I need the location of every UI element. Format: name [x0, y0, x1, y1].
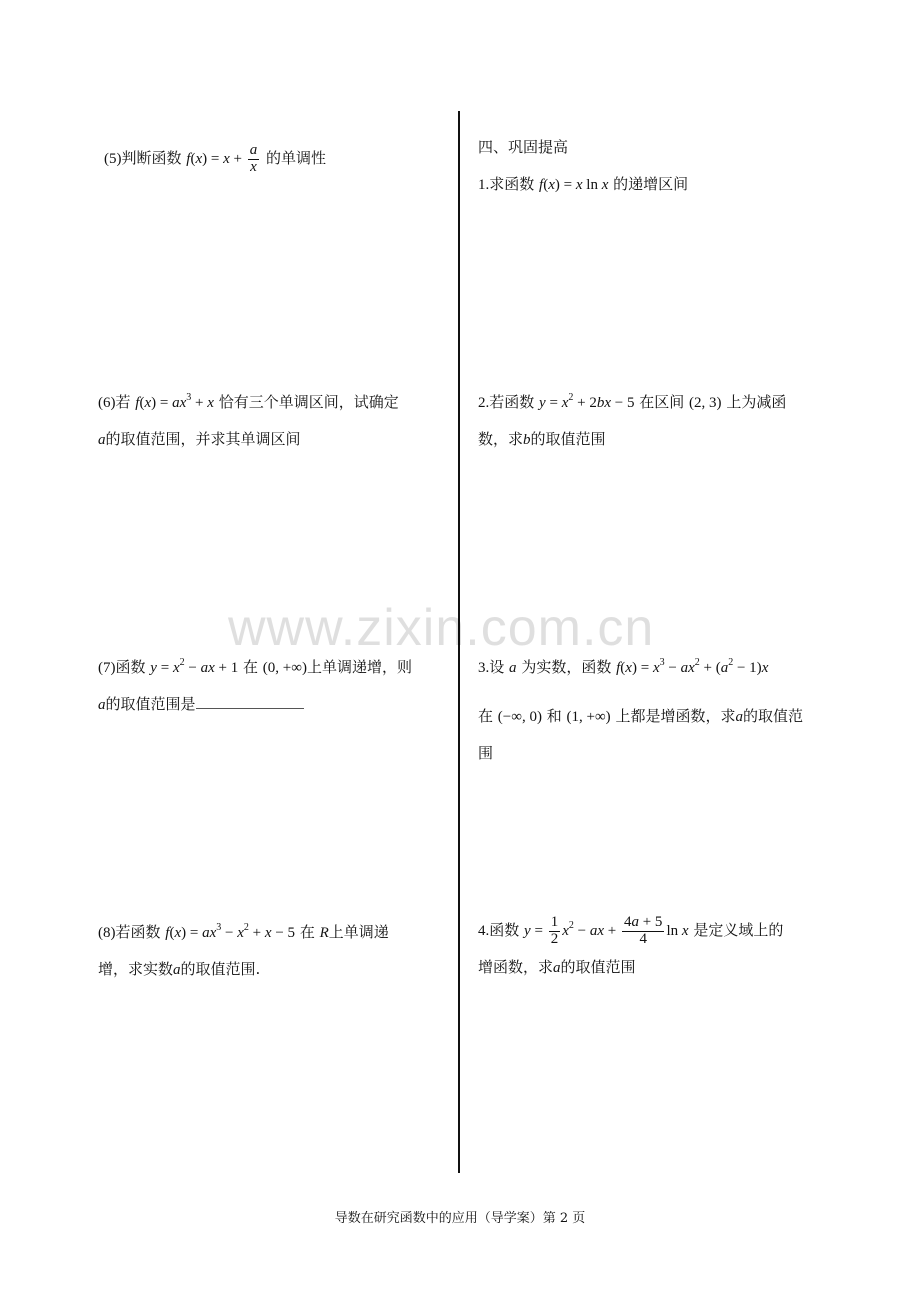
problem-text: 增，求实数 [98, 960, 174, 978]
interval-0-inf: (0, +∞) [262, 660, 307, 676]
problem-text: 的取值范 [742, 707, 803, 725]
problem-number: 3. [478, 660, 490, 676]
interval-2-3: (2, 3) [689, 395, 722, 411]
page-footer: 导数在研究函数中的应用（导学案）第 2 页 [334, 1211, 586, 1226]
problem-number: 4. [478, 923, 490, 939]
problem-number: 2. [478, 395, 490, 411]
problem-text: 函数 [115, 658, 146, 676]
answer-blank[interactable] [196, 694, 304, 709]
exercise-2: 2.若函数 $y = x^2 + 2bx - 5$ 在区间 (2, 3) 上为减函 数，求b的取值范围 [478, 392, 787, 448]
problem-7: (7)函数 $y = x^2$ − ax + 1 在 (0, +∞)上单调递增，则 a的取值范围是 [98, 657, 412, 713]
problem-text: 和 [546, 707, 562, 725]
problem-text: 判断函数 [121, 149, 182, 167]
problem-number: (7) [98, 660, 116, 676]
watermark: www.zixin.com.cn [228, 599, 655, 657]
exercise-1 [478, 166, 688, 203]
formula-fx-x-plus-a-over-x: f(x) = x + $\frac{a}{x}$ [186, 141, 258, 175]
problem-6: (6)若 $f(x) = ax^3 + x$ 恰有三个单调区间，试确定 a的取值范围，并求其单调区间 [98, 392, 399, 448]
problem-text: 的取值范围 [530, 430, 606, 448]
problem-text: 是定义域上的 [693, 921, 784, 939]
problem-number: (5) [104, 151, 122, 167]
problem-text: 在 [478, 707, 494, 725]
exercise-3: 3.设 a 为实数，函数 $f(x) = x^3 - ax^2 + (a^2 - 1)x$ 在 (−∞, 0) 和 (1, +∞) 上都是增函数，求a的取值范 围 [478, 657, 803, 762]
problem-text: 设 [489, 658, 505, 676]
problem-text: 的取值范围. [180, 960, 261, 978]
problem-text: 若 [115, 393, 131, 411]
problem-text: 增函数，求 [478, 958, 554, 976]
formula-y-x2-ax-1: $y = x^2$ − ax + 1 [150, 657, 239, 676]
problem-text: 的单调性 [266, 149, 327, 167]
problem-text: 的取值范围，并求其单调区间 [105, 430, 301, 448]
problem-text: 上单调递 [328, 923, 389, 941]
problem-text: 若函数 [115, 923, 161, 941]
problem-text: 数，求 [478, 430, 524, 448]
problem-text: 若函数 [489, 393, 535, 411]
problem-number: (8) [98, 925, 116, 941]
interval-neg-inf-0: (−∞, 0) [497, 709, 542, 725]
formula-x3-ax2-a2-1-x: $f(x) = x^3 - ax^2 + (a^2 - 1)x$ [616, 657, 769, 676]
problem-text: 上都是增函数，求 [615, 707, 736, 725]
formula-x-ln-x: f(x) = x ln x [539, 177, 609, 193]
problem-text: 的取值范围 [560, 958, 636, 976]
formula-ax3-x2-x-5: $f(x) = ax^3 - x^2 + x - 5$ [165, 922, 296, 941]
problem-text: 在 [243, 658, 259, 676]
problem-text: 在 [299, 923, 315, 941]
problem-8: (8)若函数 $f(x) = ax^3 - x^2 + x - 5$ 在 R上单调递 增，求实数a的取值范围. [98, 922, 389, 978]
problem-text: 上为减函 [726, 393, 787, 411]
exercise-4: 4.函数 y = $\frac{1}{2}$ $x^2$ − ax + $\frac{4a + 5}{4}$ ln x 是定义域上的 增函数，求a的取值范围 [478, 913, 784, 976]
problem-text: 求函数 [489, 175, 535, 193]
problem-text: 上单调递增，则 [306, 658, 412, 676]
formula-x2-2bx-5: $y = x^2 + 2bx - 5$ [539, 392, 635, 411]
problem-5 [104, 140, 326, 177]
problem-number: (6) [98, 395, 116, 411]
problem-text: 函数 [489, 921, 520, 939]
problem-text: 的取值范围是 [105, 695, 196, 713]
problem-text: 在区间 [639, 393, 685, 411]
formula-ax3-plus-x: $f(x) = ax^3 + x$ [135, 392, 214, 411]
problem-number: 1. [478, 177, 490, 193]
problem-text: 的递增区间 [613, 175, 689, 193]
problem-text: 为实数，函数 [521, 658, 612, 676]
problem-text: 围 [478, 744, 494, 762]
formula-half-x2-ax-lnx: y = $\frac{1}{2}$ $x^2$ − ax + $\frac{4a + 5}{4}$ ln x [524, 913, 689, 947]
problem-text: 恰有三个单调区间，试确定 [218, 393, 399, 411]
interval-1-inf: (1, +∞) [566, 709, 611, 725]
section-heading: 四、巩固提高 [478, 138, 569, 156]
